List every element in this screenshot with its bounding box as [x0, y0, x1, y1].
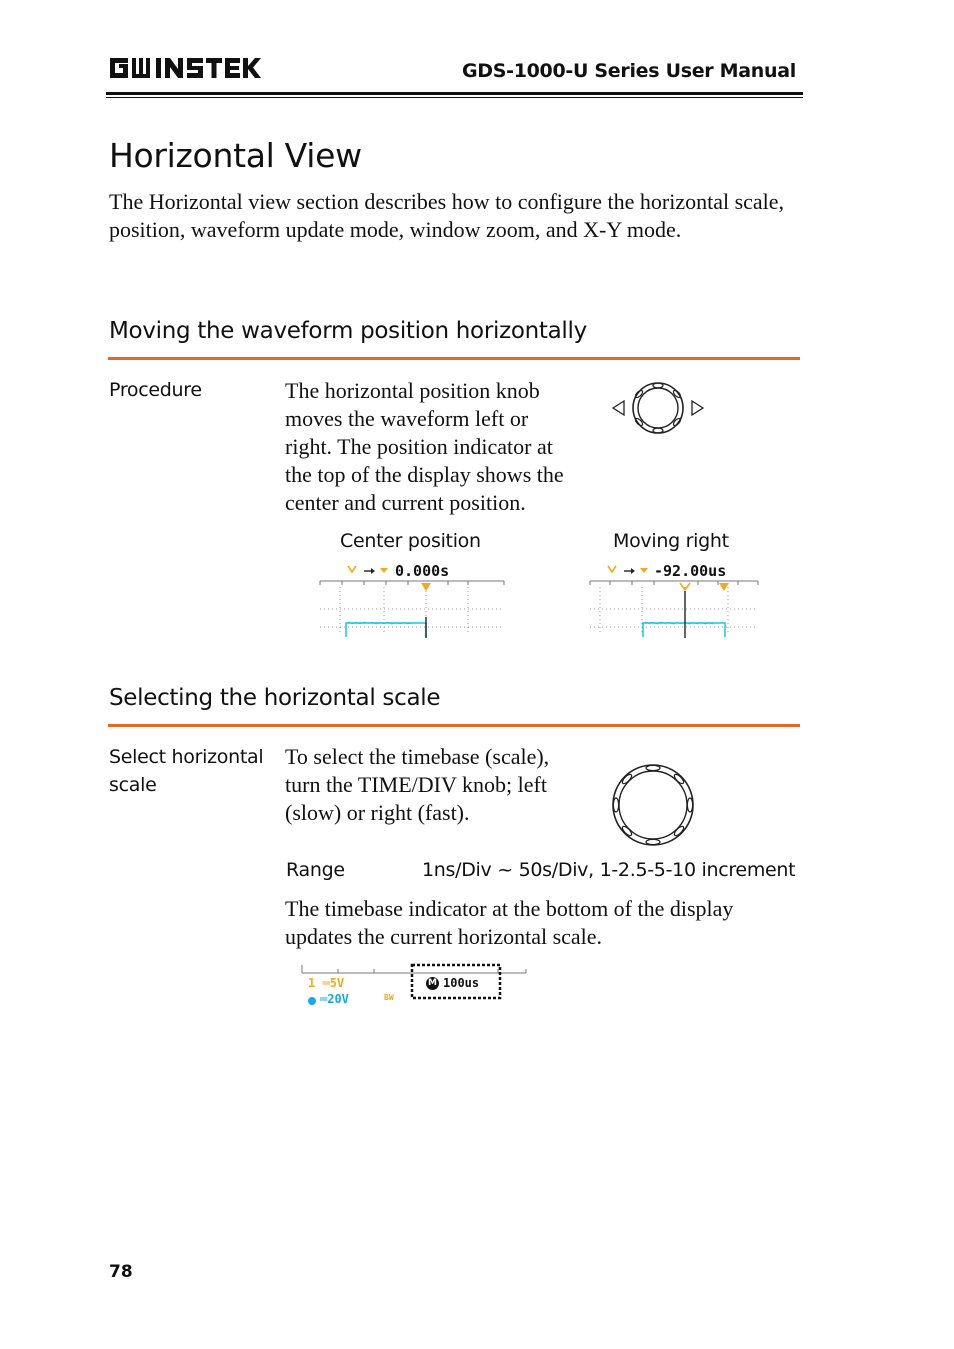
section-heading-scale: Selecting the horizontal scale: [109, 685, 441, 711]
timebase-indicator-snippet: [298, 962, 530, 1010]
label-line: Select horizontal: [109, 746, 264, 768]
select-scale-text: [285, 743, 605, 827]
body-line: (slow) or right (fast).: [285, 800, 470, 825]
caption-center-position: Center position: [340, 530, 481, 552]
position-readout-right: -92.00us: [654, 562, 727, 580]
section-rule: [108, 724, 800, 727]
procedure-text: [285, 377, 615, 517]
range-value: 1ns/Div ~ 50s/Div, 1-2.5-5-10 increment: [422, 859, 796, 881]
manual-title: GDS-1000-U Series User Manual: [461, 60, 796, 82]
ch1-indicator: 1 ═5V: [308, 976, 345, 990]
procedure-label: Procedure: [109, 379, 202, 401]
label-line: scale: [109, 774, 157, 796]
scope-center-snippet: [318, 561, 508, 639]
main-timebase-icon: M: [426, 977, 439, 990]
procedure-line: right. The position indicator at: [285, 434, 553, 459]
bw-indicator: BW: [384, 993, 394, 1002]
page-number: 78: [109, 1262, 133, 1282]
procedure-line: The horizontal position knob: [285, 378, 540, 403]
caption-moving-right: Moving right: [613, 530, 729, 552]
note-line: The timebase indicator at the bottom of the display: [285, 896, 734, 921]
procedure-line: moves the waveform left or: [285, 406, 529, 431]
select-scale-label: [109, 743, 263, 799]
position-readout-center: 0.000s: [395, 562, 450, 580]
timebase-note: [285, 895, 805, 951]
gw-instek-logo: [108, 52, 278, 84]
procedure-line: center and current position.: [285, 490, 526, 515]
ch2-indicator: ═20V: [320, 992, 349, 1006]
note-line: updates the current horizontal scale.: [285, 924, 603, 949]
range-label: Range: [286, 859, 345, 881]
ch2-volts: 20V: [327, 992, 349, 1006]
procedure-line: the top of the display shows the: [285, 462, 564, 487]
body-line: turn the TIME/DIV knob; left: [285, 772, 547, 797]
time-div-knob-icon: [610, 762, 696, 848]
header-rule: [106, 92, 803, 95]
section-heading-position: Moving the waveform position horizontally: [109, 318, 587, 344]
page-title: Horizontal View: [109, 136, 362, 175]
scope-right-snippet: [588, 561, 760, 639]
header-rule-thin: [106, 97, 803, 98]
position-knob-icon: [610, 380, 706, 438]
timebase-value: 100us: [443, 976, 480, 990]
intro-paragraph: The Horizontal view section describes how to configure the horizontal scale, position, waveform update mode, window zoom, and X-Y mode.: [109, 189, 785, 242]
body-line: To select the timebase (scale),: [285, 744, 550, 769]
section-rule: [108, 357, 800, 360]
ch1-volts: 5V: [329, 976, 345, 990]
